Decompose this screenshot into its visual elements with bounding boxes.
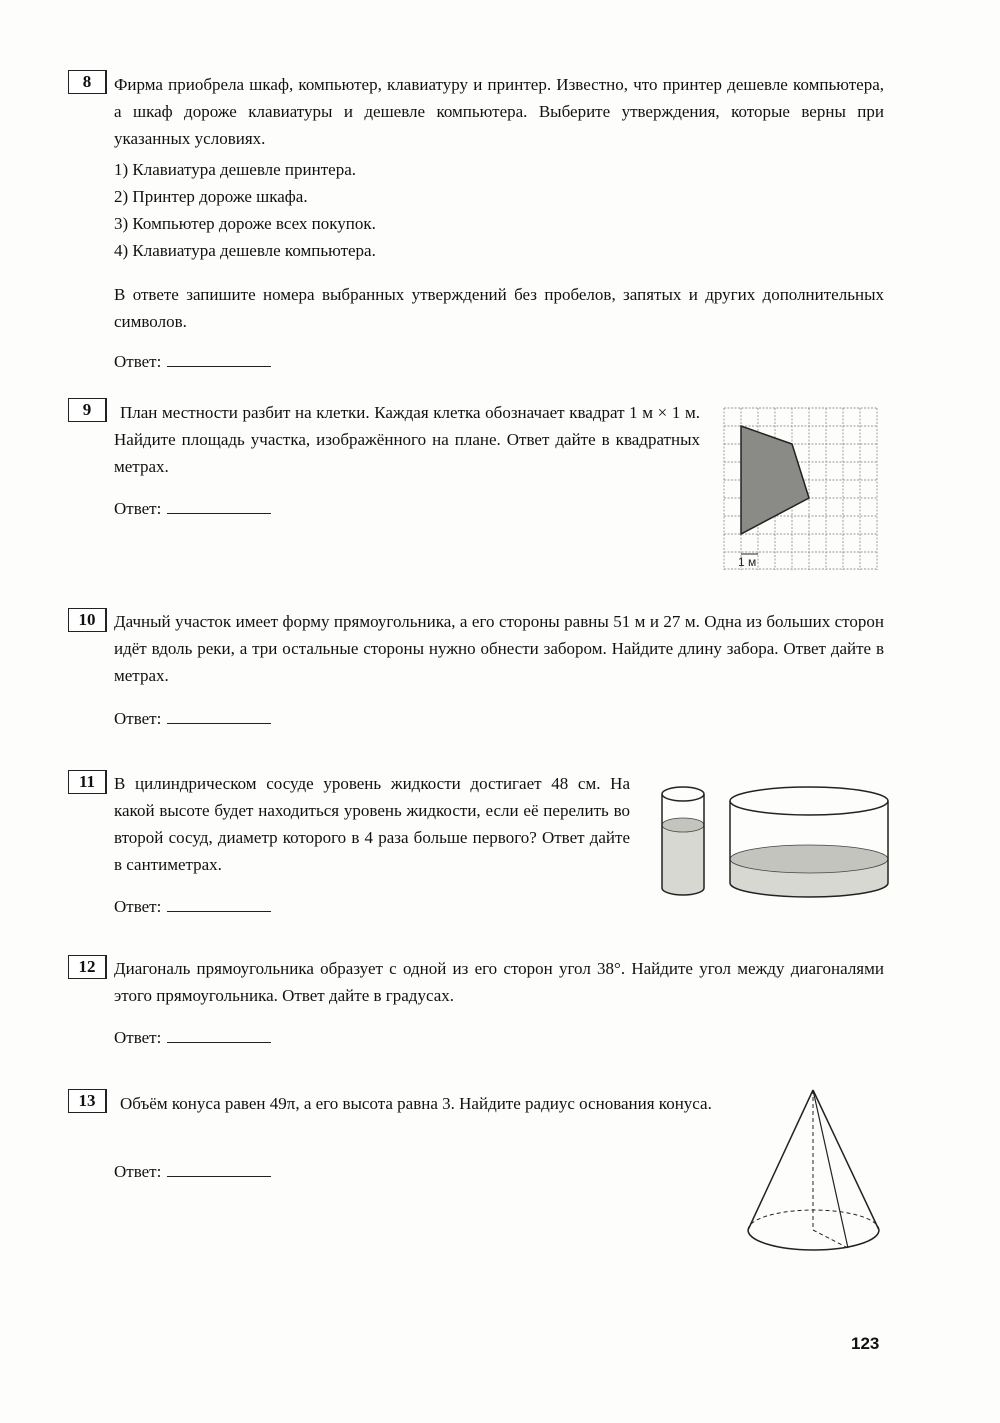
cone-drawing: [748, 1090, 879, 1250]
answer-line[interactable]: [167, 1026, 271, 1043]
answer-row: [114, 1160, 271, 1182]
answer-line[interactable]: [167, 895, 271, 912]
option: 4) Клавиатура дешевле компьютера.: [114, 241, 376, 260]
answer-row: [114, 895, 271, 917]
answer-line[interactable]: [167, 707, 271, 724]
task-number: 8: [68, 70, 106, 94]
answer-row: [114, 350, 271, 372]
answer-line[interactable]: [167, 1160, 271, 1177]
options-list: [114, 156, 376, 264]
task-note: В ответе запишите номера выбранных утверждений без пробелов, запятых и других дополнительных символов.: [114, 285, 884, 331]
option: 2) Принтер дороже шкафа.: [114, 187, 308, 206]
cylinders-figure: [658, 780, 890, 900]
task-number: 9: [68, 398, 106, 422]
task-text: План местности разбит на клетки. Каждая клетка обозначает квадрат 1 м × 1 м. Найдите площадь участка, изображённого на плане. Ответ дайте в квадратных метрах.: [114, 403, 700, 476]
cone-figure: [746, 1088, 882, 1252]
task-text: Фирма приобрела шкаф, компьютер, клавиатуру и принтер. Известно, что принтер дешевле компьютера, а шкаф дороже клавиатуры и дешевле компьютера. Выберите утверждения, которые верны при указанных условиях.: [114, 75, 884, 148]
answer-label: Ответ:: [114, 1028, 162, 1047]
answer-row: [114, 707, 271, 729]
scale-label: 1 м: [738, 555, 757, 569]
plan-grid-figure: [724, 408, 878, 570]
page-number: 123: [851, 1334, 880, 1353]
task-number: 12: [68, 955, 106, 979]
task-number: 11: [68, 770, 106, 794]
task-text: Объём конуса равен 49π, а его высота равна 3. Найдите радиус основания конуса.: [120, 1094, 712, 1113]
answer-label: Ответ:: [114, 1162, 162, 1181]
answer-line[interactable]: [167, 497, 271, 514]
answer-row: [114, 1026, 271, 1048]
answer-label: Ответ:: [114, 709, 162, 728]
option: 1) Клавиатура дешевле принтера.: [114, 160, 356, 179]
answer-line[interactable]: [167, 350, 271, 367]
task-text: Дачный участок имеет форму прямоугольника, а его стороны равны 51 м и 27 м. Одна из больших сторон идёт вдоль реки, а три остальные стороны нужно обнести забором. Найдите длину забора. Ответ дайте в метрах.: [114, 612, 884, 685]
task-text: Диагональ прямоугольника образует с одной из его сторон угол 38°. Найдите угол между диагоналями этого прямоугольника. Ответ дайте в градусах.: [114, 959, 884, 1005]
answer-label: Ответ:: [114, 897, 162, 916]
narrow-cylinder: [662, 787, 704, 895]
task-text: В цилиндрическом сосуде уровень жидкости достигает 48 см. На какой высоте будет находиться уровень жидкости, если её перелить во второй сосуд, диаметр которого в 4 раза больше первого? Ответ дайте в сантиметрах.: [114, 774, 630, 874]
task-number: 10: [68, 608, 106, 632]
task-number: 13: [68, 1089, 106, 1113]
option: 3) Компьютер дороже всех покупок.: [114, 214, 376, 233]
answer-row: [114, 497, 271, 519]
answer-label: Ответ:: [114, 499, 162, 518]
wide-cylinder: [730, 787, 888, 897]
answer-label: Ответ:: [114, 352, 162, 371]
